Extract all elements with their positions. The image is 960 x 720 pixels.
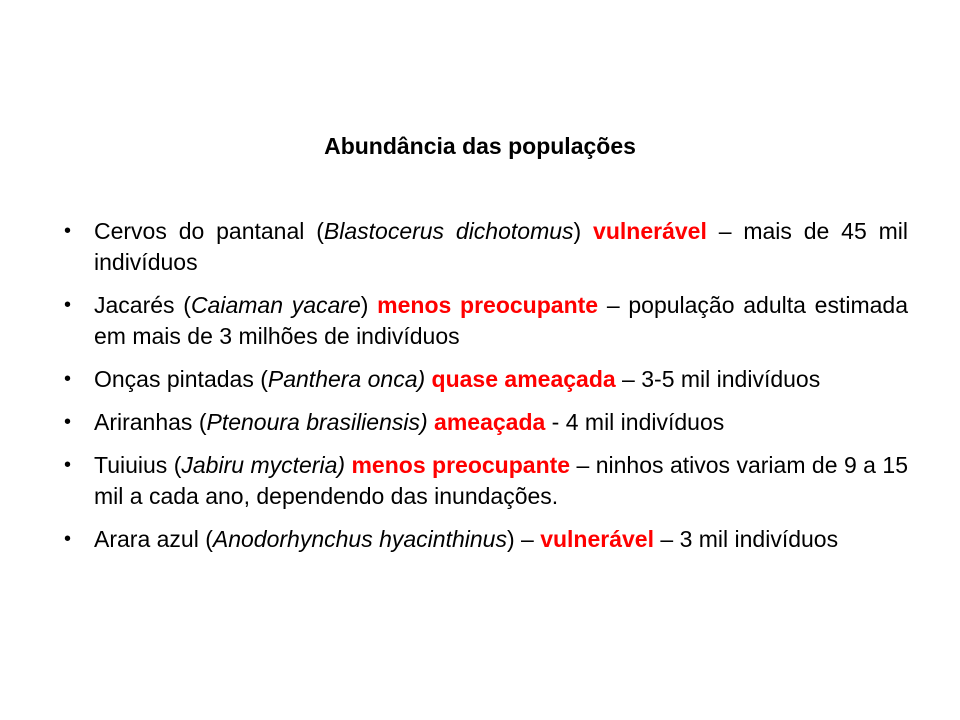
bullet-icon: • xyxy=(64,454,72,476)
bullet-icon: • xyxy=(64,368,72,390)
list-item xyxy=(64,364,908,395)
common-name: Arara azul ( xyxy=(94,526,213,552)
separator-text: ) xyxy=(360,292,378,318)
common-name: Cervos do pantanal ( xyxy=(94,218,324,244)
bullet-icon: • xyxy=(64,220,72,242)
list-item xyxy=(64,290,908,352)
population-detail: – 3 mil indivíduos xyxy=(654,526,839,552)
list-item xyxy=(64,450,908,512)
scientific-name: Blastocerus dichotomus xyxy=(323,218,574,244)
scientific-name: Jabiru mycteria) xyxy=(181,452,346,478)
scientific-name: Caiaman yacare xyxy=(190,292,361,318)
bullet-icon: • xyxy=(64,411,72,433)
conservation-status: quase ameaçada xyxy=(431,366,616,392)
list-item xyxy=(64,524,908,555)
bullet-list xyxy=(64,216,908,567)
scientific-name: Ptenoura brasiliensis) xyxy=(206,409,428,435)
common-name: Jacarés ( xyxy=(94,292,191,318)
separator-text: ) xyxy=(573,218,594,244)
conservation-status: vulnerável xyxy=(593,218,707,244)
scientific-name: Panthera onca) xyxy=(267,366,426,392)
common-name: Tuiuius ( xyxy=(94,452,182,478)
list-item xyxy=(64,407,908,438)
conservation-status: vulnerável xyxy=(540,526,654,552)
conservation-status: menos preocupante xyxy=(377,292,599,318)
slide-title: Abundância das populações xyxy=(324,133,636,159)
bullet-icon: • xyxy=(64,528,72,550)
conservation-status: ameaçada xyxy=(434,409,546,435)
common-name: Onças pintadas ( xyxy=(94,366,268,392)
separator-text: ) – xyxy=(506,526,541,552)
conservation-status: menos preocupante xyxy=(351,452,571,478)
scientific-name: Anodorhynchus hyacinthinus xyxy=(212,526,507,552)
bullet-icon: • xyxy=(64,294,72,316)
population-detail: – mais de 45 mil indivíduos xyxy=(94,218,908,275)
common-name: Ariranhas ( xyxy=(94,409,207,435)
list-item xyxy=(64,216,908,278)
population-detail: – 3-5 mil indivíduos xyxy=(615,366,821,392)
population-detail: – população adulta estimada em mais de 3 milhões de indivíduos xyxy=(94,292,908,349)
population-detail: - 4 mil indivíduos xyxy=(545,409,725,435)
population-detail: – ninhos ativos variam de 9 a 15 mil a cada ano, dependendo das inundações. xyxy=(94,452,908,509)
